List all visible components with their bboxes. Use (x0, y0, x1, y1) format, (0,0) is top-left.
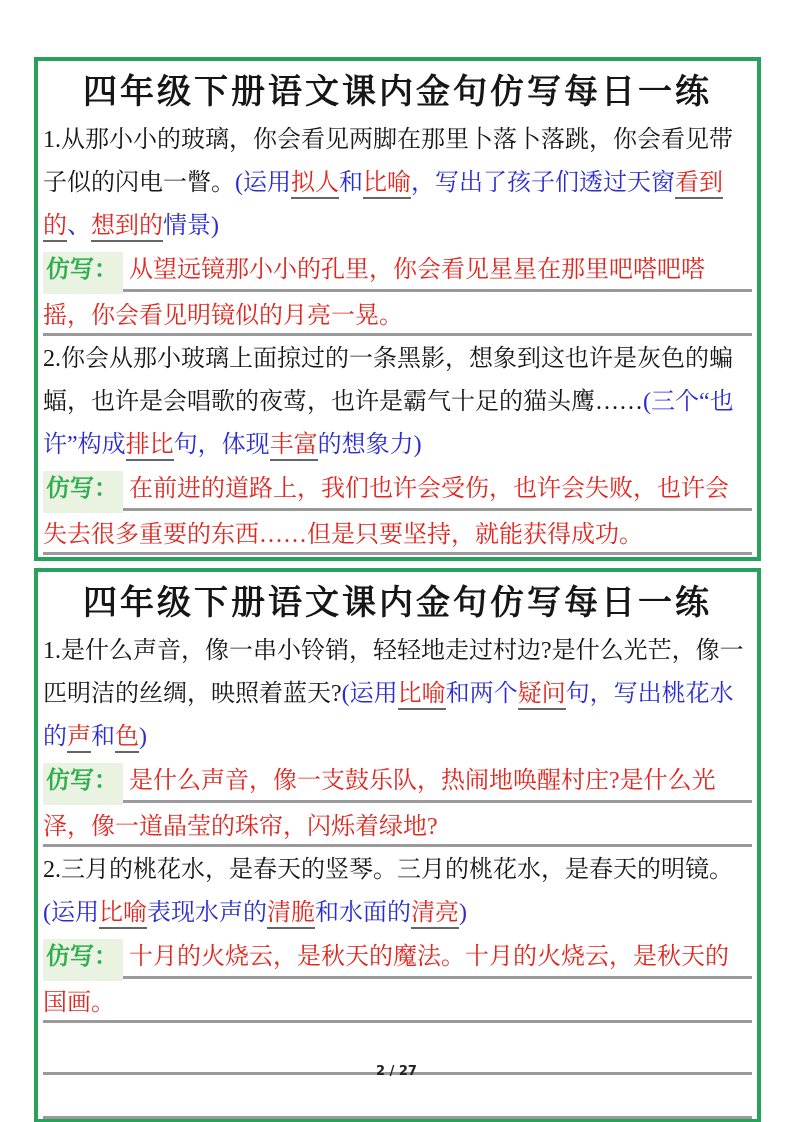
text-segment: 、 (67, 213, 91, 240)
text-segment: 丰富 (270, 432, 318, 461)
text-segment: 清脆 (267, 900, 315, 929)
practice-card-2 (34, 568, 761, 1122)
text-segment: 的想象力) (317, 432, 422, 459)
page-number: 2 / 27 (376, 1064, 417, 1079)
card-title: 四年级下册语文课内金句仿写每日一练 (83, 585, 712, 622)
text-segment: ) (459, 900, 467, 927)
fanxie-answer-block (43, 935, 752, 1025)
fanxie-label: 仿写： (43, 939, 123, 981)
practice-card-1 (34, 57, 761, 561)
fanxie-answer-text: 是什么声音，像一支鼓乐队，热闹地唤醒村庄?是什么光泽，像一道晶莹的珠帘，闪烁着绿地? (43, 768, 716, 841)
fanxie-label: 仿写： (43, 763, 123, 805)
fanxie-label: 仿写： (43, 252, 123, 294)
text-segment: 比喻 (398, 681, 446, 710)
text-segment: 和 (91, 724, 115, 751)
text-segment: 和水面的 (315, 900, 411, 927)
fanxie-label: 仿写： (43, 471, 123, 513)
text-segment: 情景) (163, 213, 219, 240)
card-title: 四年级下册语文课内金句仿写每日一练 (83, 74, 712, 111)
text-segment: 比喻 (99, 900, 147, 929)
text-segment: (运用 (235, 170, 291, 197)
fanxie-answer-block (43, 467, 752, 557)
text-segment: 1.从那小小的玻璃，你会看见两脚在那里卜落卜落跳，你会看见带子似的闪电一瞥。 (43, 127, 733, 197)
text-segment: (三个“也许”构成 (43, 389, 734, 459)
text-segment: 想到的 (91, 213, 163, 242)
text-segment: 2.三月的桃花水，是春天的竖琴。三月的桃花水，是春天的明镜。 (43, 857, 733, 884)
question-paragraph (43, 849, 752, 935)
text-segment: 1.是什么声音，像一串小铃销，轻轻地走过村边?是什么光芒，像一匹明洁的丝绸，映照着蓝天? (43, 638, 744, 708)
text-segment: ) (139, 724, 147, 751)
question-paragraph (43, 630, 752, 759)
text-segment: (运用 (43, 900, 99, 927)
text-segment: 和 (339, 170, 363, 197)
fanxie-answer-text: 从望远镜那小小的孔里，你会看见星星在那里吧嗒吧嗒摇，你会看见明镜似的月亮一晃。 (43, 257, 705, 330)
text-segment: 声 (67, 724, 91, 753)
text-segment: 句，体现 (173, 432, 270, 459)
fanxie-answer-text: 十月的火烧云，是秋天的魔法。十月的火烧云，是秋天的国画。 (43, 944, 729, 1017)
question-paragraph (43, 338, 752, 467)
fanxie-answer-text: 在前进的道路上，我们也许会受伤，也许会失败，也许会失去很多重要的东西……但是只要坚持，就能获得成功。 (43, 476, 729, 549)
text-segment: ，写出了孩子们透过天窗 (411, 170, 675, 197)
text-segment: 疑问 (518, 681, 566, 710)
text-segment: 看到的 (43, 170, 723, 242)
question-paragraph (43, 119, 752, 248)
card-body (43, 119, 752, 557)
text-segment: 色 (115, 724, 139, 753)
text-segment: 比喻 (363, 170, 411, 199)
text-segment: 拟人 (291, 170, 339, 199)
text-segment: 排比 (126, 432, 174, 461)
text-segment: 和两个 (445, 681, 518, 708)
text-segment: 表现水声的 (147, 900, 267, 927)
card-body (43, 630, 752, 1119)
fanxie-answer-block (43, 759, 752, 849)
blank-writing-line (43, 1075, 752, 1119)
text-segment: 清亮 (411, 900, 459, 929)
fanxie-answer-block (43, 248, 752, 338)
text-segment: 2.你会从那小玻璃上面掠过的一条黑影，想象到这也许是灰色的蝙蝠，也许是会唱歌的夜莺，也许是霸气十足的猫头鹰…… (43, 346, 733, 416)
text-segment: (运用 (341, 681, 398, 708)
text-segment: 句，写出桃花水的 (43, 681, 734, 751)
